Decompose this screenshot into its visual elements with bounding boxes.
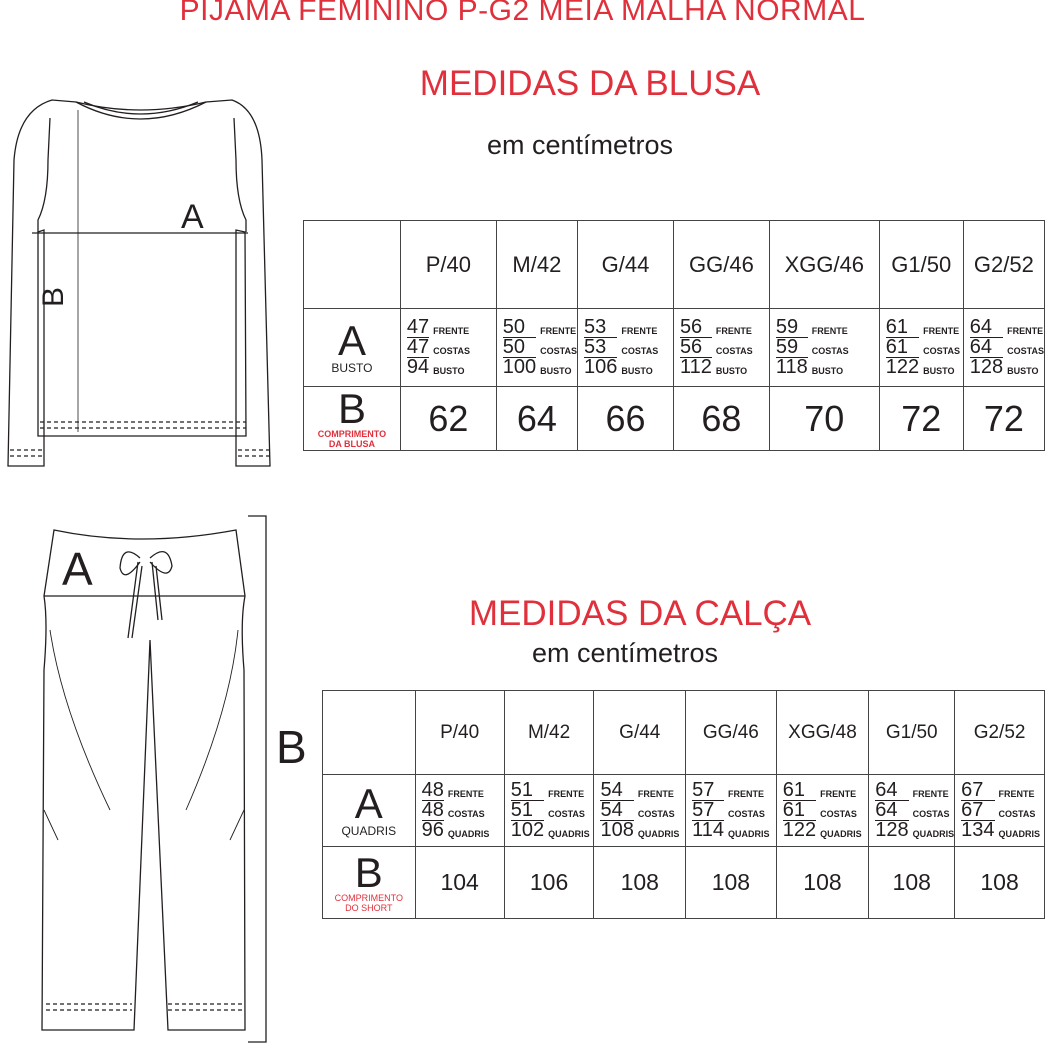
frente-label: FRENTE xyxy=(540,326,577,336)
frente-value: 50 xyxy=(502,316,526,338)
blusa-row-a xyxy=(304,309,1045,387)
blusa-length-value: 66 xyxy=(578,387,674,451)
frente-label: FRENTE xyxy=(447,789,484,799)
calca-length-value: 108 xyxy=(776,847,869,919)
page-title: PIJAMA FEMININO P-G2 MEIA MALHA NORMAL xyxy=(179,0,866,27)
costas-value: 67 xyxy=(961,800,994,820)
frente-label: FRENTE xyxy=(727,789,764,799)
frente-label: FRENTE xyxy=(1007,326,1044,336)
costas-value: 64 xyxy=(970,337,1003,357)
blusa-measure-cell xyxy=(400,309,496,387)
blouse-label-a: A xyxy=(181,198,204,236)
quadris-value: 134 xyxy=(961,819,995,841)
quadris-label: QUADRIS xyxy=(912,829,955,839)
frente-value: 56 xyxy=(679,316,703,338)
blusa-size-header: GG/46 xyxy=(673,221,769,309)
calca-length-value: 108 xyxy=(594,847,686,919)
busto-label: BUSTO xyxy=(715,366,748,376)
costas-value: 64 xyxy=(875,800,908,820)
busto-label: BUSTO xyxy=(433,366,465,376)
blusa-length-value: 62 xyxy=(400,387,496,451)
costas-label: COSTAS xyxy=(820,809,857,819)
frente-label: FRENTE xyxy=(820,789,857,799)
row-sublabel-line2: DA BLUSA xyxy=(328,438,376,449)
busto-value: 118 xyxy=(775,356,808,378)
blusa-length-value: 72 xyxy=(963,387,1044,451)
calca-size-header: GG/46 xyxy=(686,691,777,775)
blusa-row-b-label xyxy=(304,384,401,451)
costas-label: COSTAS xyxy=(811,346,849,356)
row-letter: B xyxy=(354,848,383,896)
frente-label: FRENTE xyxy=(998,789,1035,799)
row-letter: B xyxy=(337,384,366,432)
frente-label: FRENTE xyxy=(912,789,949,799)
quadris-label: QUADRIS xyxy=(820,829,862,839)
calca-row-b xyxy=(323,847,1045,919)
row-sublabel: QUADRIS xyxy=(341,823,397,838)
costas-label: COSTAS xyxy=(621,346,659,356)
costas-label: COSTAS xyxy=(433,346,470,356)
calca-measure-cell xyxy=(869,775,955,847)
busto-label: BUSTO xyxy=(923,366,955,376)
blusa-header-row xyxy=(304,221,1045,309)
pants-label-a: A xyxy=(62,543,93,595)
frente-value: 64 xyxy=(875,779,898,801)
blouse-illustration xyxy=(0,80,290,480)
calca-measure-cell xyxy=(686,775,777,847)
blusa-size-header: G1/50 xyxy=(879,221,963,309)
costas-label: COSTAS xyxy=(447,809,485,819)
costas-value: 54 xyxy=(600,800,633,820)
frente-value: 61 xyxy=(885,316,908,338)
frente-label: FRENTE xyxy=(637,789,674,799)
costas-label: COSTAS xyxy=(727,809,765,819)
blusa-row-b xyxy=(304,387,1045,451)
costas-value: 56 xyxy=(680,337,712,357)
busto-value: 94 xyxy=(406,356,430,378)
calca-length-value: 108 xyxy=(955,847,1045,919)
costas-label: COSTAS xyxy=(540,346,577,356)
blouse-label-b: B xyxy=(37,286,71,308)
frente-label: FRENTE xyxy=(715,326,752,336)
blusa-size-header: G/44 xyxy=(578,221,674,309)
blusa-length-value: 64 xyxy=(496,387,577,451)
costas-label: COSTAS xyxy=(998,809,1036,819)
quadris-label: QUADRIS xyxy=(727,829,770,839)
blusa-length-value: 68 xyxy=(673,387,769,451)
row-letter: A xyxy=(337,316,366,364)
calca-heading: MEDIDAS DA CALÇA xyxy=(468,594,812,633)
quadris-value: 96 xyxy=(421,819,444,841)
calca-unit: em centímetros xyxy=(531,638,719,668)
calca-measure-cell xyxy=(955,775,1045,847)
frente-value: 61 xyxy=(782,779,805,801)
calca-size-header: XGG/48 xyxy=(776,691,869,775)
frente-label: FRENTE xyxy=(548,789,585,799)
costas-value: 61 xyxy=(886,337,919,357)
calca-size-header: G2/52 xyxy=(955,691,1045,775)
busto-label: BUSTO xyxy=(1007,366,1039,376)
row-sublabel-line1: COMPRIMENTO xyxy=(334,892,403,903)
busto-value: 106 xyxy=(584,356,618,378)
calca-length-value: 108 xyxy=(869,847,955,919)
busto-value: 128 xyxy=(969,356,1004,378)
calca-length-value: 104 xyxy=(415,847,504,919)
blusa-row-a-label xyxy=(304,309,401,387)
blusa-heading: MEDIDAS DA BLUSA xyxy=(419,64,761,103)
frente-label: FRENTE xyxy=(621,326,658,336)
busto-value: 100 xyxy=(502,356,537,378)
frente-value: 57 xyxy=(692,779,715,801)
blusa-size-table xyxy=(303,220,1045,451)
frente-value: 54 xyxy=(600,779,623,801)
costas-value: 51 xyxy=(511,800,544,820)
quadris-label: QUADRIS xyxy=(998,829,1041,839)
calca-measure-cell xyxy=(504,775,594,847)
blusa-size-header: P/40 xyxy=(400,221,496,309)
quadris-value: 108 xyxy=(600,819,634,841)
frente-value: 47 xyxy=(406,316,430,338)
blusa-measure-cell xyxy=(496,309,577,387)
calca-measure-cell xyxy=(594,775,686,847)
busto-label: BUSTO xyxy=(621,366,653,376)
costas-label: COSTAS xyxy=(912,809,950,819)
frente-value: 64 xyxy=(969,316,992,338)
calca-size-header: P/40 xyxy=(415,691,504,775)
blusa-corner-cell xyxy=(304,221,401,309)
row-sublabel-line1: COMPRIMENTO xyxy=(317,428,387,439)
frente-value: 53 xyxy=(584,316,607,338)
frente-label: FRENTE xyxy=(811,326,848,336)
busto-label: BUSTO xyxy=(811,366,844,376)
costas-value: 47 xyxy=(406,336,430,358)
pants-illustration xyxy=(0,510,300,1045)
frente-value: 67 xyxy=(961,779,984,801)
frente-label: FRENTE xyxy=(433,326,470,336)
calca-size-header: G1/50 xyxy=(869,691,955,775)
quadris-value: 102 xyxy=(510,819,545,841)
calca-length-value: 106 xyxy=(504,847,594,919)
quadris-value: 122 xyxy=(782,819,817,841)
quadris-label: QUADRIS xyxy=(447,829,490,839)
row-sublabel: BUSTO xyxy=(331,360,373,375)
calca-row-a-label xyxy=(323,775,416,847)
blusa-measure-cell xyxy=(879,309,963,387)
costas-value: 57 xyxy=(692,800,724,820)
calca-measure-cell xyxy=(415,775,504,847)
calca-row-b-label xyxy=(323,847,416,919)
frente-value: 51 xyxy=(510,779,533,801)
costas-label: COSTAS xyxy=(1007,346,1044,356)
frente-label: FRENTE xyxy=(923,326,960,336)
blusa-size-header: M/42 xyxy=(496,221,577,309)
quadris-label: QUADRIS xyxy=(637,829,680,839)
row-sublabel-line2: DO SHORT xyxy=(345,902,393,913)
quadris-value: 114 xyxy=(692,819,724,841)
costas-label: COSTAS xyxy=(715,346,753,356)
frente-value: 59 xyxy=(775,316,799,338)
blusa-measure-cell xyxy=(578,309,674,387)
blusa-measure-cell xyxy=(769,309,879,387)
costas-value: 61 xyxy=(783,800,816,820)
blusa-unit: em centímetros xyxy=(486,130,674,160)
costas-value: 50 xyxy=(503,337,536,357)
costas-label: COSTAS xyxy=(923,346,960,356)
calca-header-row xyxy=(323,691,1045,775)
quadris-value: 128 xyxy=(875,819,909,841)
calca-size-header: M/42 xyxy=(504,691,594,775)
calca-size-table xyxy=(322,690,1045,919)
blusa-size-header: XGG/46 xyxy=(769,221,879,309)
row-letter: A xyxy=(354,779,383,827)
costas-value: 53 xyxy=(584,337,617,357)
blusa-measure-cell xyxy=(673,309,769,387)
pants-label-b: B xyxy=(276,721,307,773)
calca-row-a xyxy=(323,775,1045,847)
busto-value: 122 xyxy=(885,356,920,378)
busto-label: BUSTO xyxy=(540,366,572,376)
blusa-length-value: 72 xyxy=(879,387,963,451)
frente-value: 48 xyxy=(421,779,444,801)
busto-value: 112 xyxy=(679,356,712,378)
calca-length-value: 108 xyxy=(686,847,777,919)
blusa-length-value: 70 xyxy=(769,387,879,451)
costas-label: COSTAS xyxy=(548,809,585,819)
quadris-label: QUADRIS xyxy=(548,829,590,839)
calca-measure-cell xyxy=(776,775,869,847)
costas-value: 48 xyxy=(421,799,444,821)
costas-value: 59 xyxy=(776,337,808,357)
costas-label: COSTAS xyxy=(637,809,675,819)
blusa-measure-cell xyxy=(963,309,1044,387)
blusa-size-header: G2/52 xyxy=(963,221,1044,309)
calca-corner-cell xyxy=(323,691,416,775)
calca-size-header: G/44 xyxy=(594,691,686,775)
